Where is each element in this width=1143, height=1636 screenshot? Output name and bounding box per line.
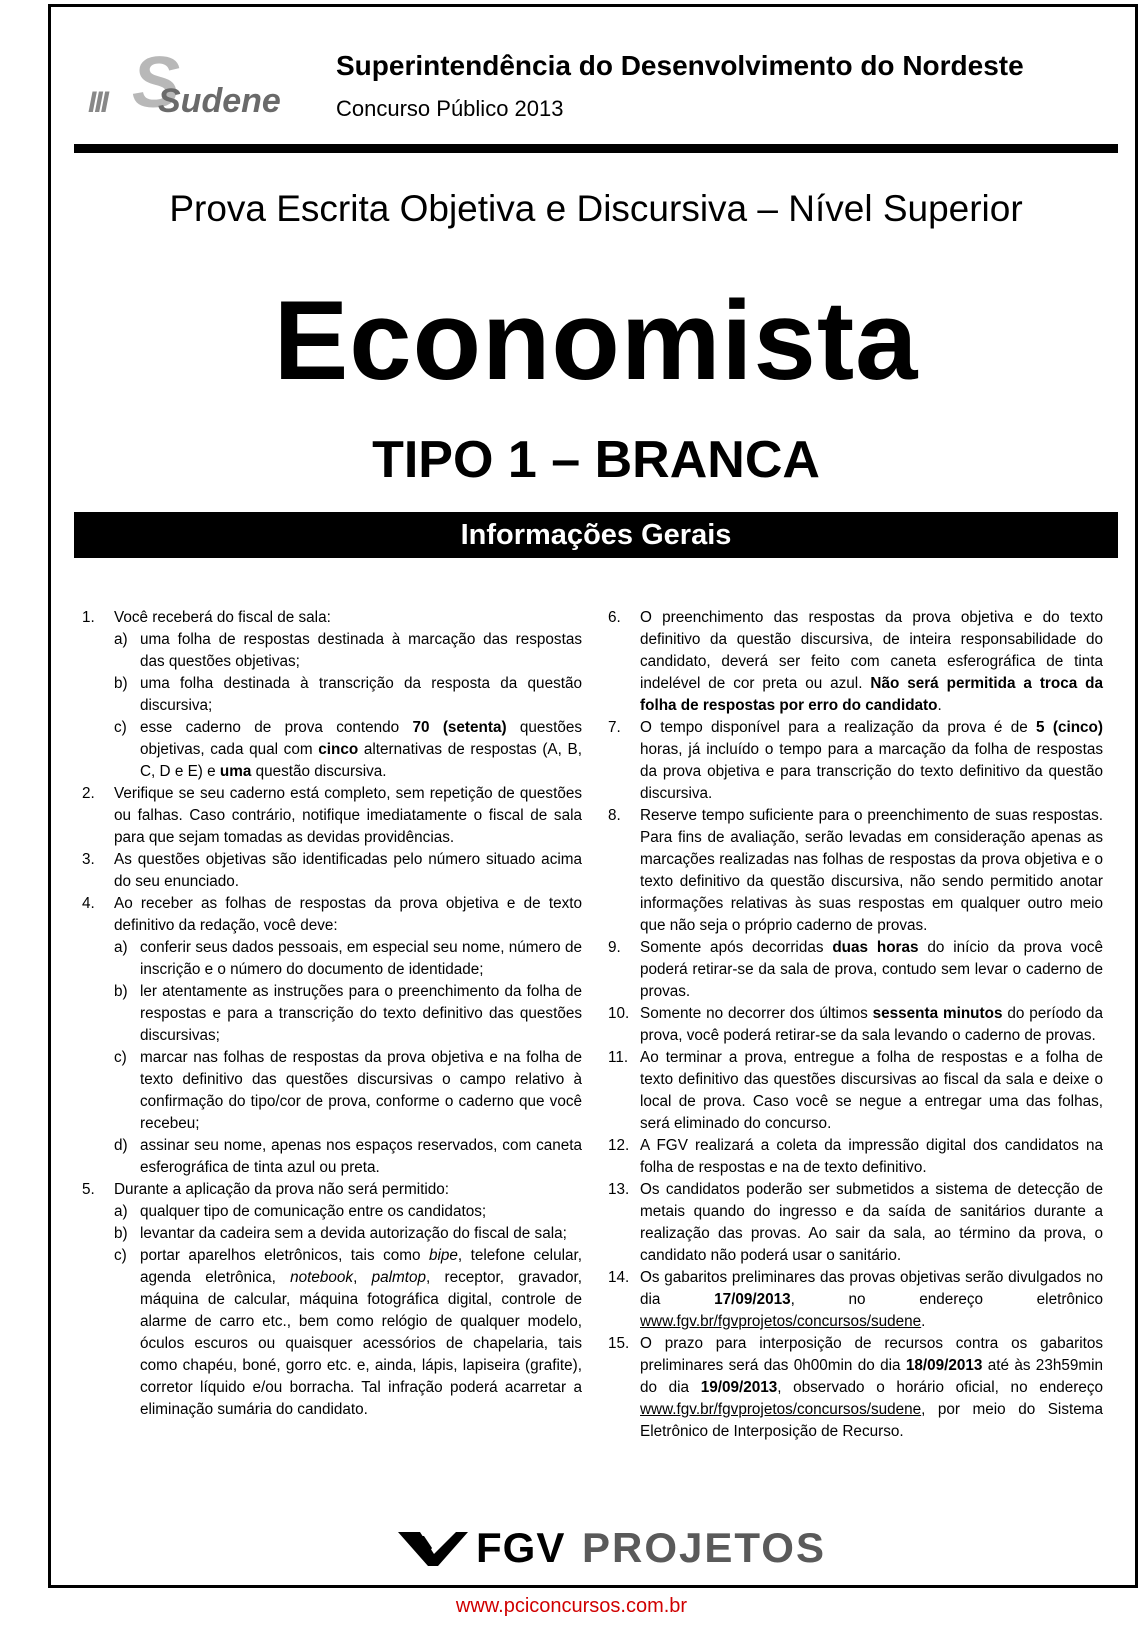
instruction-item: 2. Verifique se seu caderno está completo, sem repetição de questões ou falhas. Caso contrário, notifique imediatamente o fiscal de sala para que sejam tomadas as devidas providências.	[82, 785, 582, 846]
instruction-item: 11. Ao terminar a prova, entregue a folha de respostas e a folha de texto definitivo das questões discursivas ao fiscal da sala e deixe o local de prova. Caso você se negue a entregar uma das folhas, será eliminado do concurso.	[608, 1049, 1103, 1132]
instruction-item: 5. Durante a aplicação da prova não será permitido:	[82, 1181, 450, 1198]
projetos-brand: PROJETOS	[582, 1524, 826, 1571]
instructions-right-column	[608, 607, 1103, 1443]
instruction-subitem: a) qualquer tipo de comunicação entre os candidatos;	[114, 1203, 487, 1220]
instruction-item: 8. Reserve tempo suficiente para o preenchimento de suas respostas. Para fins de avaliação, serão levadas em consideração apenas as marcações realizadas nas folhas de respostas da prova objetiva e o texto definitivo da questão discursiva, não sendo permitido anotar informações relativas às suas respostas em qualquer outro meio que não seja o próprio caderno de provas.	[608, 807, 1103, 934]
header-rule	[74, 144, 1118, 153]
exam-type: TIPO 1 – BRANCA	[372, 431, 820, 489]
instruction-subitem: d) assinar seu nome, apenas nos espaços reservados, com caneta esferográfica de tinta azul ou preta.	[114, 1137, 582, 1176]
contest-name: Concurso Público 2013	[336, 96, 564, 121]
instruction-item: 15. O prazo para interposição de recursos contra os gabaritos preliminares será das 0h00min do dia 18/09/2013 até às 23h59min do dia 19/09/2013, observado o horário oficial, no endereço www.fgv.br/fgvprojetos/concursos/sudene, por meio do Sistema Eletrônico de Interposição de Recurso.	[608, 1335, 1103, 1440]
instruction-subitem: c) marcar nas folhas de respostas da prova objetiva e na folha de texto definitivo das questões discursivas o campo relativo à confirmação do tipo/cor de prova, conforme o caderno que você recebeu;	[114, 1049, 582, 1132]
instruction-subitem: c) esse caderno de prova contendo 70 (setenta) questões objetivas, cada qual com cinco alternativas de respostas (A, B, C, D e E) e uma questão discursiva.	[114, 719, 582, 780]
instruction-item: 3. As questões objetivas são identificadas pelo número situado acima do seu enunciado.	[82, 851, 582, 890]
instruction-item: 14. Os gabaritos preliminares das provas objetivas serão divulgados no dia 17/09/2013, no endereço eletrônico www.fgv.br/fgvprojetos/concursos/sudene.	[608, 1269, 1103, 1330]
instruction-subitem: b) levantar da cadeira sem a devida autorização do fiscal de sala;	[114, 1225, 567, 1242]
instruction-item: 7. O tempo disponível para a realização da prova é de 5 (cinco) horas, já incluído o tempo para a marcação da folha de respostas da prova objetiva e para transcrição do texto definitivo da questão discursiva.	[608, 719, 1103, 802]
instruction-item: 1. Você receberá do fiscal de sala:	[82, 609, 331, 626]
fgv-brand: FGV	[476, 1524, 566, 1571]
instruction-item: 9. Somente após decorridas duas horas do início da prova você poderá retirar-se da sala de prova, contudo sem levar o caderno de provas.	[608, 939, 1103, 1000]
instruction-subitem: c) portar aparelhos eletrônicos, tais como bipe, telefone celular, agenda eletrônica, notebook, palmtop, receptor, gravador, máquina de calcular, máquina fotográfica digital, controle de alarme de carro etc., bem como relógio de qualquer modelo, óculos escuros ou quaisquer acessórios de chapelaria, tais como chapéu, boné, gorro etc. e, ainda, lápis, lapiseira (grafite), corretor líquido e/ou borracha. Tal infração poderá acarretar a eliminação sumária do candidato.	[114, 1247, 583, 1418]
instructions-left-column	[82, 607, 582, 1421]
instruction-item: 6. O preenchimento das respostas da prova objetiva e do texto definitivo da questão discursiva, de inteira responsabilidade do candidato, deverá ser feito com caneta esferográfica de tinta indelével de cor preta ou azul. Não será permitida a troca da folha de respostas por erro do candidato.	[608, 609, 1103, 714]
instruction-item: 12. A FGV realizará a coleta da impressão digital dos candidatos na folha de respostas e na de texto definitivo.	[608, 1137, 1103, 1176]
instruction-subitem: b) ler atentamente as instruções para o preenchimento da folha de respostas e para a transcrição do texto definitivo das questões discursivas;	[114, 983, 582, 1044]
instruction-item: 10. Somente no decorrer dos últimos sessenta minutos do período da prova, você poderá retirar-se da sala levando o caderno de provas.	[608, 1005, 1103, 1044]
logo-bars: III	[88, 86, 108, 119]
sudene-logo	[88, 43, 310, 123]
organization-title: Superintendência do Desenvolvimento do Nordeste	[336, 50, 1024, 81]
instruction-subitem: b) uma folha destinada à transcrição da resposta da questão discursiva;	[114, 675, 582, 714]
section-header: Informações Gerais	[74, 512, 1118, 558]
fgv-mark-icon	[398, 1532, 468, 1566]
instruction-item: 13. Os candidatos poderão ser submetidos a sistema de detecção de metais quando do ingresso e da saída de sanitários durante a realização das provas. Ao sair da sala, ao término da prova, o candidato não poderá usar o sanitário.	[608, 1181, 1103, 1264]
instruction-item: 4. Ao receber as folhas de respostas da prova objetiva e de texto definitivo da redação, você deve:	[82, 895, 582, 934]
logo-s-mark: S	[132, 43, 181, 123]
source-url[interactable]: www.pciconcursos.com.br	[455, 1595, 688, 1617]
role-title: Economista	[273, 278, 919, 403]
logo-wordmark: Sudene	[158, 82, 281, 120]
instruction-subitem: a) uma folha de respostas destinada à marcação das respostas das questões objetivas;	[114, 631, 582, 670]
exam-subtitle: Prova Escrita Objetiva e Discursiva – Nível Superior	[169, 188, 1023, 229]
instruction-subitem: a) conferir seus dados pessoais, em especial seu nome, número de inscrição e o número do documento de identidade;	[114, 939, 582, 978]
fgv-projetos-logo	[398, 1524, 826, 1576]
